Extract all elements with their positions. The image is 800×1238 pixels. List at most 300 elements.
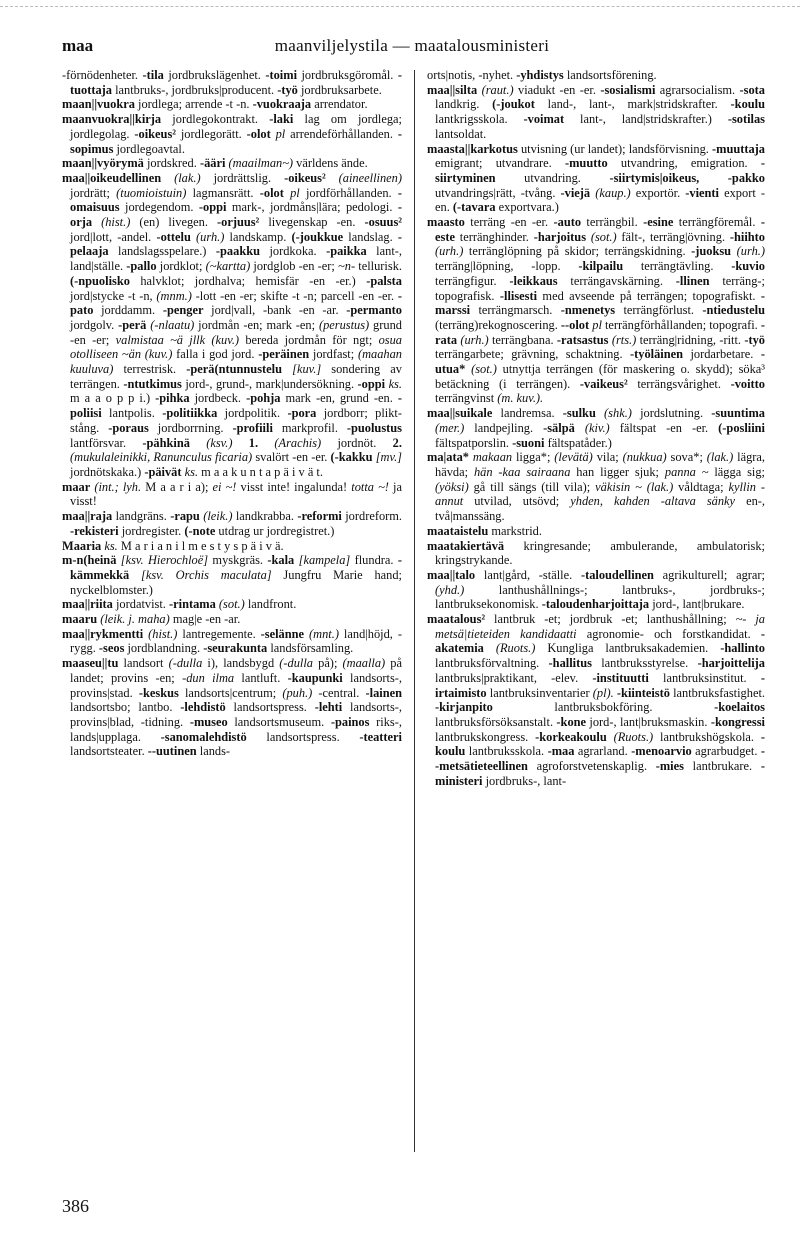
- translation-text: jordklot;: [156, 259, 206, 274]
- headword: -pohja: [246, 391, 281, 406]
- right-column: [427, 68, 765, 1180]
- translation-text: landkrig.: [435, 97, 493, 112]
- headword: -ratsastus: [556, 332, 609, 347]
- translation-text: agroforstvetenskaplig.: [527, 759, 656, 774]
- translation-text: lantbruks-, jordbruks|producent.: [111, 82, 278, 97]
- translation-text: landremsa.: [492, 406, 563, 421]
- translation-text: på);: [313, 656, 343, 671]
- translation-text: landsortsteater.: [70, 744, 148, 759]
- usage-note: ei ~!: [212, 479, 237, 494]
- translation-text: lantbruksförvaltning.: [435, 656, 549, 671]
- headword: -tuottaja: [70, 68, 402, 97]
- headword: -voitto: [730, 376, 765, 391]
- headword: maasto: [427, 215, 465, 230]
- translation-text: terrängmarsch.: [470, 303, 561, 318]
- headword: maa||riita: [62, 597, 113, 612]
- headword: -rata: [435, 317, 765, 347]
- headword: --olot: [560, 317, 590, 332]
- dictionary-entry: [62, 97, 402, 112]
- dictionary-entry: [427, 450, 765, 524]
- usage-note: (maalla): [342, 656, 386, 671]
- dictionary-entry: [62, 68, 402, 97]
- translation-text: fält-, terräng|övning.: [616, 229, 730, 244]
- usage-note: totta ~!: [351, 479, 389, 494]
- usage-note: (shk.): [604, 406, 632, 421]
- translation-text: M a r i a n i l m e s t y s p ä i v ä.: [117, 538, 284, 553]
- headword: -palsta: [366, 273, 402, 288]
- translation-text: riks-, lands|upplaga.: [70, 714, 402, 744]
- dictionary-entry: [427, 612, 765, 788]
- dictionary-entry: [427, 68, 765, 83]
- left-column: [62, 68, 402, 1180]
- headword: -mies: [655, 759, 684, 774]
- translation-text: lantkrigsskola.: [435, 112, 524, 127]
- headword: -koulu: [435, 729, 765, 759]
- usage-note: (Arachis): [274, 435, 322, 450]
- headword: -llinen: [675, 273, 710, 288]
- translation-text: terräng|ridning, -ritt.: [636, 332, 745, 347]
- translation-text: mark-, jordmåns|lära; pedologi.: [226, 200, 398, 215]
- usage-note: (urh.): [736, 244, 765, 259]
- headword: m-n(heinä: [62, 553, 117, 568]
- translation-text: landskamp.: [224, 229, 292, 244]
- translation-text: utvandrings|rätt, -tvång.: [435, 185, 561, 200]
- usage-note: (-dulla: [279, 656, 313, 671]
- translation-text: [190, 436, 206, 450]
- translation-text: utdrag ur jordregistret.): [215, 523, 335, 538]
- usage-note: (rts.): [611, 332, 637, 347]
- usage-note: (kiv.): [584, 420, 610, 435]
- translation-text: terrängavskärning.: [557, 273, 676, 288]
- translation-text: gå till sängs (till vila);: [468, 479, 596, 494]
- headword: -ntutkimus: [123, 376, 182, 391]
- translation-text: terrängarbete; grävning, schaktning.: [435, 347, 631, 362]
- headword: -päivät: [144, 464, 182, 479]
- dictionary-entry: [62, 553, 402, 597]
- translation-text: [161, 171, 174, 185]
- headword: -profiili: [232, 420, 273, 435]
- usage-note: (ksv.): [206, 435, 233, 450]
- translation-text: lägra, hävda;: [435, 450, 765, 479]
- headword: -utua*: [435, 347, 765, 377]
- headword: -permanto: [346, 303, 402, 318]
- usage-note: (sot.): [471, 362, 497, 377]
- headword: ma|ata*: [427, 450, 469, 465]
- translation-text: jordreform.: [341, 509, 402, 524]
- headword: -orjuus²: [217, 215, 260, 230]
- translation-text: jordlegorätt.: [176, 126, 247, 141]
- dictionary-entry: [62, 112, 402, 156]
- headword: -olot: [246, 126, 271, 141]
- translation-text: terräng -en -er.: [464, 215, 554, 230]
- translation-text: jordbeck.: [189, 391, 247, 406]
- headword: maa||talo: [427, 567, 476, 582]
- translation-text: lantförsvar.: [70, 435, 143, 450]
- translation-text: myskgräs.: [208, 553, 268, 568]
- translation-text: jord|lott, -andel.: [70, 229, 157, 244]
- headword: maasta||karkotus: [427, 141, 518, 156]
- headword: -pato: [70, 288, 402, 318]
- translation-text: jordmån -en; mark -en;: [194, 317, 319, 332]
- headword: -työläinen: [630, 347, 684, 362]
- translation-text: sova*;: [666, 450, 707, 465]
- headword: -poliisi: [70, 391, 402, 421]
- translation-text: jord-, grund-, mark|undersökning.: [181, 376, 358, 391]
- headword: -marssi: [435, 288, 765, 318]
- usage-note: (~kartta): [205, 259, 251, 274]
- headword: -hallinto: [720, 641, 765, 656]
- headword: maataistelu: [427, 523, 489, 538]
- usage-note: (mer.): [435, 420, 465, 435]
- headword: (-kakku: [330, 450, 373, 465]
- translation-text: [258, 436, 274, 450]
- usage-note: makaan: [472, 450, 513, 465]
- translation-text: markstrid.: [488, 523, 542, 538]
- usage-note: (urh.): [460, 332, 489, 347]
- usage-note: [mv.]: [375, 450, 402, 465]
- headword: Maaria: [62, 538, 102, 553]
- usage-note: ks.: [388, 376, 402, 391]
- headword: -toimi: [265, 68, 298, 82]
- headword: -vaikeus²: [579, 376, 628, 391]
- translation-text: lantbrukskongress.: [435, 729, 536, 744]
- translation-text: halvklot; jordhalva; hemisfär -en -er.): [129, 273, 367, 288]
- translation-text: orts|notis, -nyhet.: [427, 68, 517, 82]
- translation-text: jordskred.: [143, 156, 200, 171]
- dictionary-entry: [62, 156, 402, 171]
- translation-text: lant-, land|ställe.: [70, 244, 402, 274]
- translation-text: jordbruksgöromål.: [297, 68, 398, 82]
- translation-text: agrarbudget.: [691, 744, 761, 759]
- top-scan-edge: [0, 6, 800, 7]
- translation-text: utvilad, utsövd;: [463, 494, 571, 509]
- headword: -perä: [118, 317, 147, 332]
- headword: -teatteri: [359, 729, 402, 744]
- dictionary-entry: [427, 539, 765, 568]
- headword: -seurakunta: [203, 641, 268, 656]
- translation-text: landfront.: [244, 597, 297, 612]
- headword: -ntiedustelu: [702, 303, 765, 318]
- translation-text: jordarbetare.: [683, 347, 761, 362]
- usage-note: (urh.): [196, 229, 225, 244]
- headword: -siirtymis|oikeus, -pakko: [609, 170, 765, 185]
- usage-note: väkisin ~ (lak.): [595, 479, 674, 494]
- usage-note: (m. kuv.).: [497, 391, 544, 406]
- translation-text: land|höjd, -rygg.: [70, 626, 402, 656]
- translation-text: agronomie- och forstkandidat.: [576, 626, 761, 641]
- headword: -politiikka: [162, 406, 218, 421]
- translation-text: landsorts-, provins|stad.: [70, 670, 402, 700]
- headword: -rintama: [169, 597, 216, 612]
- translation-text: terränghinder.: [454, 229, 534, 244]
- headword: -pihka: [155, 391, 190, 406]
- translation-text: jordnöt.: [321, 435, 393, 450]
- translation-text: fältspatporslin.: [435, 435, 513, 450]
- dictionary-entry: [427, 83, 765, 142]
- translation-text: landsorts-, provins|blad, -tidning.: [70, 700, 402, 729]
- headword: -lehdistö: [180, 700, 226, 715]
- dictionary-entry: [427, 215, 765, 406]
- headword: -kirjanpito: [435, 700, 493, 715]
- translation-text: landsortsförening.: [563, 68, 657, 82]
- headword: (-tavara: [452, 200, 496, 215]
- translation-text: lantbruksbokföring.: [492, 700, 715, 715]
- headword: -vuokraaja: [252, 97, 312, 112]
- usage-note: (puh.): [282, 685, 313, 700]
- headword: -kuvio: [731, 259, 765, 274]
- column-divider: [414, 70, 415, 1152]
- headword: (-note: [184, 523, 216, 538]
- translation-text: flundra.: [350, 553, 398, 568]
- translation-text: terräng-; topografisk.: [435, 273, 765, 303]
- headword: -kiinteistö: [616, 685, 670, 700]
- usage-note: (mnm.): [156, 288, 192, 303]
- translation-text: landpejling.: [464, 420, 544, 435]
- headword: -pora: [287, 406, 317, 421]
- headword: -lehti: [314, 700, 343, 715]
- headword: -vienti: [685, 185, 720, 200]
- page-header: [62, 36, 762, 58]
- translation-text: lagmansrätt.: [186, 185, 260, 200]
- headword: -seos: [98, 641, 125, 656]
- translation-text: lantluft.: [234, 670, 288, 685]
- translation-text: jordborr; plikt-stång.: [70, 406, 402, 435]
- usage-note: (urh.): [435, 244, 464, 259]
- usage-note: kyllin -annut: [435, 479, 765, 509]
- headword: maar: [62, 479, 91, 494]
- translation-text: [282, 362, 292, 376]
- headword: -kilpailu: [578, 259, 624, 274]
- headword: -koulu: [730, 97, 765, 112]
- translation-text: [326, 171, 339, 185]
- translation-text: jordbrukslägenhet.: [163, 68, 266, 82]
- headword: -taloudellinen: [580, 567, 654, 582]
- translation-text: landsortsbo; lantbo.: [70, 700, 181, 715]
- headword: -irtaimisto: [435, 670, 765, 700]
- usage-note: (lak.): [706, 450, 734, 465]
- translation-text: livegenskap -en.: [259, 215, 365, 230]
- headword: -sotilas: [727, 112, 765, 127]
- headword: maaseu||tu: [62, 656, 119, 671]
- headword: -pallo: [126, 259, 157, 274]
- headword: -leikkaus: [509, 273, 558, 288]
- headword: -rapu: [170, 509, 200, 524]
- headword: -osuus²: [364, 215, 402, 230]
- translation-text: lantbruks|praktikant, -elev.: [435, 670, 593, 685]
- headword: -työ: [277, 82, 298, 97]
- translation-text: lant-, land|stridskrafter.): [564, 112, 728, 127]
- translation-text: landslagsspelare.): [108, 244, 216, 259]
- translation-text: visst inte! ingalunda!: [236, 479, 352, 494]
- translation-text: jordglob -en -er;: [250, 259, 339, 274]
- usage-note: [kuv.]: [292, 362, 322, 377]
- usage-note: (Ruots.): [495, 641, 536, 656]
- translation-text: (terräng)rekognoscering.: [435, 317, 561, 332]
- usage-note: (Ruots.): [613, 729, 654, 744]
- headword: -suoni: [512, 435, 545, 450]
- translation-text: på landet; provins -en;: [70, 656, 402, 685]
- usage-note: (hist.): [148, 626, 178, 641]
- headword: -reformi: [297, 509, 342, 524]
- headword: -menoarvio: [631, 744, 692, 759]
- translation-text: grund -en -er;: [70, 317, 402, 347]
- headword: --metsätieteellinen: [435, 744, 765, 774]
- usage-note: panna ~: [664, 464, 709, 479]
- headword: maa||rykmentti: [62, 626, 144, 641]
- headword: -viejä: [560, 185, 591, 200]
- headword: -rekisteri: [70, 523, 119, 538]
- headword: maa||raja: [62, 509, 113, 524]
- usage-note: (kaup.): [595, 185, 631, 200]
- translation-text: terrängförhållanden; topografi.: [601, 317, 761, 332]
- usage-note: hän -kaa sairaana: [473, 464, 571, 479]
- headword: -pelaaja: [70, 229, 402, 259]
- headword: maatalous²: [427, 612, 486, 627]
- headword: -penger: [162, 303, 204, 318]
- headword: -harjoittelija: [697, 656, 765, 671]
- translation-text: lantbruksinstitut.: [648, 670, 761, 685]
- headword: -peräinen: [258, 347, 310, 362]
- translation-text: lantbruksstyrelse.: [591, 656, 698, 671]
- translation-text: jordlegoavtal.: [113, 141, 185, 156]
- translation-text: landsortspress.: [225, 700, 315, 715]
- headword: -siirtyminen: [435, 156, 765, 185]
- usage-note: (tuomioistuin): [116, 185, 187, 200]
- usage-note: ~- ja metsä|tieteiden kandidaatti: [435, 612, 765, 641]
- headword: -lainen: [365, 685, 402, 700]
- translation-text: jordrätt;: [70, 185, 117, 200]
- headword: -hallitus: [548, 656, 592, 671]
- translation-text: jordslutning.: [631, 406, 712, 421]
- headword: -keskus: [138, 685, 179, 700]
- headword: -pähkinä: [142, 435, 190, 450]
- translation-text: [596, 406, 604, 420]
- translation-text: [129, 568, 141, 582]
- headword: -ääri: [199, 156, 226, 171]
- translation-text: vila;: [592, 450, 623, 465]
- translation-text: lantbruksförsöksanstalt.: [435, 714, 557, 729]
- headword: (-posliini: [718, 420, 765, 435]
- translation-text: jordborrning.: [148, 420, 233, 435]
- usage-note: (raut.): [481, 82, 514, 97]
- translation-text: [484, 641, 496, 655]
- headword: -kala: [267, 553, 295, 568]
- usage-note: [ksv. Hierochloë]: [120, 553, 209, 568]
- headword: -kongressi: [710, 714, 765, 729]
- headword: 2.: [392, 435, 402, 450]
- usage-note: [kampela]: [298, 553, 351, 568]
- translation-text: Jungfru Marie hand; nyckelblomster.): [70, 567, 402, 597]
- headword: -oikeus²: [284, 170, 326, 185]
- headword: -este: [435, 215, 765, 244]
- translation-text: jordatvist.: [112, 597, 169, 612]
- headword: -orja: [70, 200, 402, 230]
- headword: maan||vuokra: [62, 97, 135, 112]
- translation-text: utnyttja terrängen (för maskering o. skydd); söka³ betäckning (i terrängen).: [435, 362, 765, 391]
- headword: -muutto: [564, 156, 608, 171]
- headword: -laki: [269, 112, 294, 127]
- translation-text: sondering av terrängen.: [70, 362, 402, 391]
- translation-text: ligga*;: [512, 450, 555, 465]
- headword: -sota: [739, 82, 765, 97]
- translation-text: jordkoka.: [260, 244, 327, 259]
- headword: -oppi: [357, 376, 386, 391]
- headword: -sulku: [562, 406, 596, 421]
- usage-note: valmistaa ~ä jllk (kuv.): [115, 332, 240, 347]
- translation-text: lantbrukare.: [683, 759, 761, 774]
- translation-text: våldtaga;: [673, 479, 729, 494]
- translation-text: (en) livegen.: [130, 215, 217, 230]
- headword: -omaisuus: [70, 185, 402, 215]
- dictionary-entry: [62, 627, 402, 656]
- translation-text: terräng|löpning, -lopp.: [435, 259, 579, 274]
- translation-text: jordrättslig.: [200, 170, 285, 185]
- headword: -yhdistys: [516, 68, 564, 82]
- translation-text: fältspat -en -er.: [609, 420, 719, 435]
- headword: maa||silta: [427, 82, 478, 97]
- translation-text: landsortspress.: [246, 729, 360, 744]
- translation-text: jordbruksarbete.: [297, 82, 382, 97]
- usage-note: (-nlaatu): [150, 317, 195, 332]
- translation-text: utvandring, emigration.: [607, 156, 761, 171]
- headword: -paakku: [215, 244, 260, 259]
- translation-text: lanthushållnings-; lantbruks-, jordbruks-; lantbruksekonomisk.: [435, 582, 765, 612]
- translation-text: en-, två|manssäng.: [435, 494, 765, 524]
- translation-text: han ligger sjuk;: [570, 464, 665, 479]
- translation-text: utvandring.: [495, 170, 610, 185]
- headword: -työ: [744, 332, 765, 347]
- translation-text: lant|gård, -ställe.: [475, 567, 581, 582]
- dictionary-entry: [62, 539, 402, 554]
- headword: -akatemia: [435, 626, 765, 656]
- headword: (-joukkue: [291, 229, 344, 244]
- translation-text: terrängbana.: [488, 332, 557, 347]
- usage-note: (leik. j. maha): [100, 612, 170, 627]
- headword: -auto: [553, 215, 582, 230]
- translation-text: lantbruksinventarier: [486, 685, 593, 700]
- translation-text: landgräns.: [112, 509, 171, 524]
- translation-text: agrarsocialism.: [655, 82, 740, 97]
- usage-note: ks.: [184, 464, 199, 479]
- translation-text: jordbruks-, lant-: [482, 773, 567, 788]
- translation-text: mag|e -en -ar.: [169, 612, 241, 627]
- headword: -sosialismi: [600, 82, 656, 97]
- translation-text: lantsoldat.: [435, 126, 487, 141]
- headword: -suuntima: [711, 406, 765, 421]
- translation-text: arrendator.: [311, 97, 368, 112]
- usage-note: (-dulla: [168, 656, 203, 671]
- headword: -maa: [547, 744, 575, 759]
- usage-note: (yöksi): [435, 479, 469, 494]
- headword: -instituutti: [592, 670, 649, 685]
- headword: -paikka: [326, 244, 367, 259]
- headword: -sanomalehdistö: [160, 729, 247, 744]
- headword: -ministeri: [435, 759, 765, 788]
- translation-text: kringresande; ambulerande, ambulatorisk; kringstrykande.: [435, 538, 765, 568]
- headword: -tila: [142, 68, 164, 82]
- translation-text: export -en.: [435, 185, 765, 215]
- headword: -poraus: [108, 420, 149, 435]
- headword: maaru: [62, 612, 98, 627]
- translation-text: [92, 215, 101, 229]
- headword: -perä(ntunnustelu: [186, 362, 282, 377]
- headword: maatakiertävä: [427, 538, 505, 553]
- translation-text: -förnödenheter.: [62, 68, 143, 82]
- page-number: 386: [62, 1196, 89, 1216]
- translation-text: terrängbil.: [581, 215, 644, 230]
- translation-text: terrängsvårighet.: [627, 376, 731, 391]
- translation-text: jord-, lant|brukare.: [649, 597, 745, 612]
